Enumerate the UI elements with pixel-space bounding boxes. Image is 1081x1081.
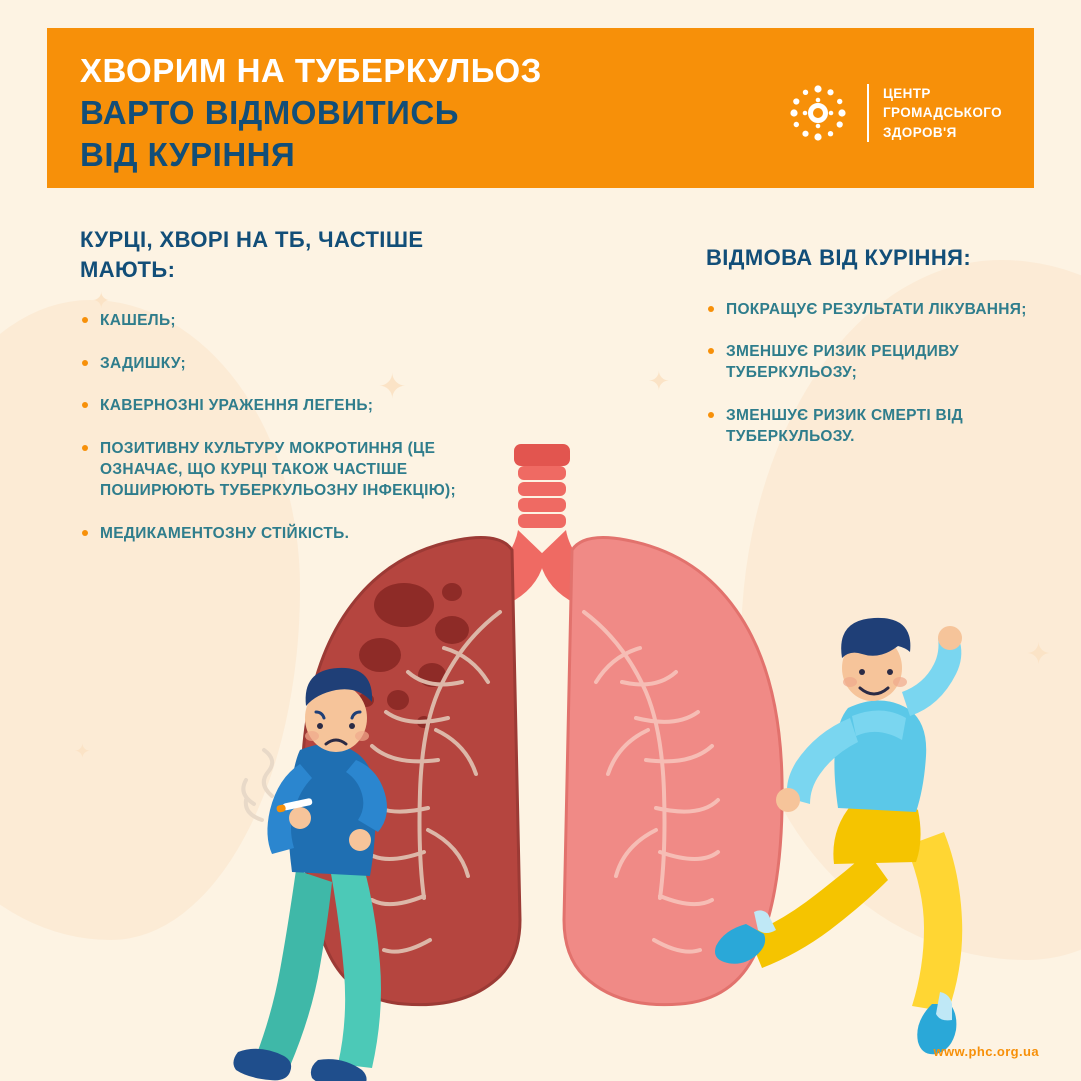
list-item: МЕДИКАМЕНТОЗНУ СТІЙКІСТЬ. — [80, 523, 460, 544]
smoke-swirl — [243, 750, 272, 820]
list-item: ЗМЕНШУЄ РИЗИК СМЕРТІ ВІД ТУБЕРКУЛЬОЗУ. — [706, 405, 1036, 448]
sparkle-icon: ✦ — [648, 366, 670, 396]
list-item: ПОЗИТИВНУ КУЛЬТУРУ МОКРОТИННЯ (ЦЕ ОЗНАЧАЄ, ЩО КУРЦІ ТАКОЖ ЧАСТІШЕ ПОШИРЮЮТЬ ТУБЕРКУЛЬОЗНУ ІНФЕКЦІЮ); — [80, 438, 460, 502]
list-item: КАВЕРНОЗНІ УРАЖЕННЯ ЛЕГЕНЬ; — [80, 395, 460, 416]
lungs-illustration — [0, 400, 1081, 1081]
list-item: ЗАДИШКУ; — [80, 353, 460, 374]
sparkle-icon: ✦ — [74, 741, 91, 763]
logo-line-1: ЦЕНТР — [882, 86, 931, 102]
list-item: КАШЕЛЬ; — [80, 310, 460, 331]
list-item: ПОКРАЩУЄ РЕЗУЛЬТАТИ ЛІКУВАННЯ; — [706, 299, 1036, 320]
phc-logo-icon — [785, 80, 851, 146]
right-column-heading: ВІДМОВА ВІД КУРІННЯ: — [706, 245, 972, 270]
logo-wordmark — [867, 84, 1002, 141]
logo-line-2: ГРОМАДСЬКОГО — [882, 105, 1002, 121]
logo-line-3: ЗДОРОВ'Я — [882, 124, 957, 140]
title-line-2: ВАРТО ВІДМОВИТИСЬ — [80, 94, 459, 132]
header-banner — [47, 28, 1034, 188]
list-item: ЗМЕНШУЄ РИЗИК РЕЦИДИВУ ТУБЕРКУЛЬОЗУ; — [706, 341, 1036, 384]
title-line-1: ХВОРИМ НА ТУБЕРКУЛЬОЗ — [80, 52, 542, 89]
left-column-heading: КУРЦІ, ХВОРІ НА ТБ, ЧАСТІШЕ МАЮТЬ: — [80, 227, 424, 282]
sparkle-icon: ✦ — [378, 368, 407, 406]
sparkle-icon: ✦ — [1026, 638, 1052, 671]
organization-logo — [785, 80, 1002, 146]
website-url[interactable]: www.phc.org.ua — [933, 1044, 1039, 1059]
sparkle-icon: ✦ — [92, 288, 111, 313]
title-line-3: ВІД КУРІННЯ — [80, 136, 296, 174]
page-title — [80, 50, 740, 177]
